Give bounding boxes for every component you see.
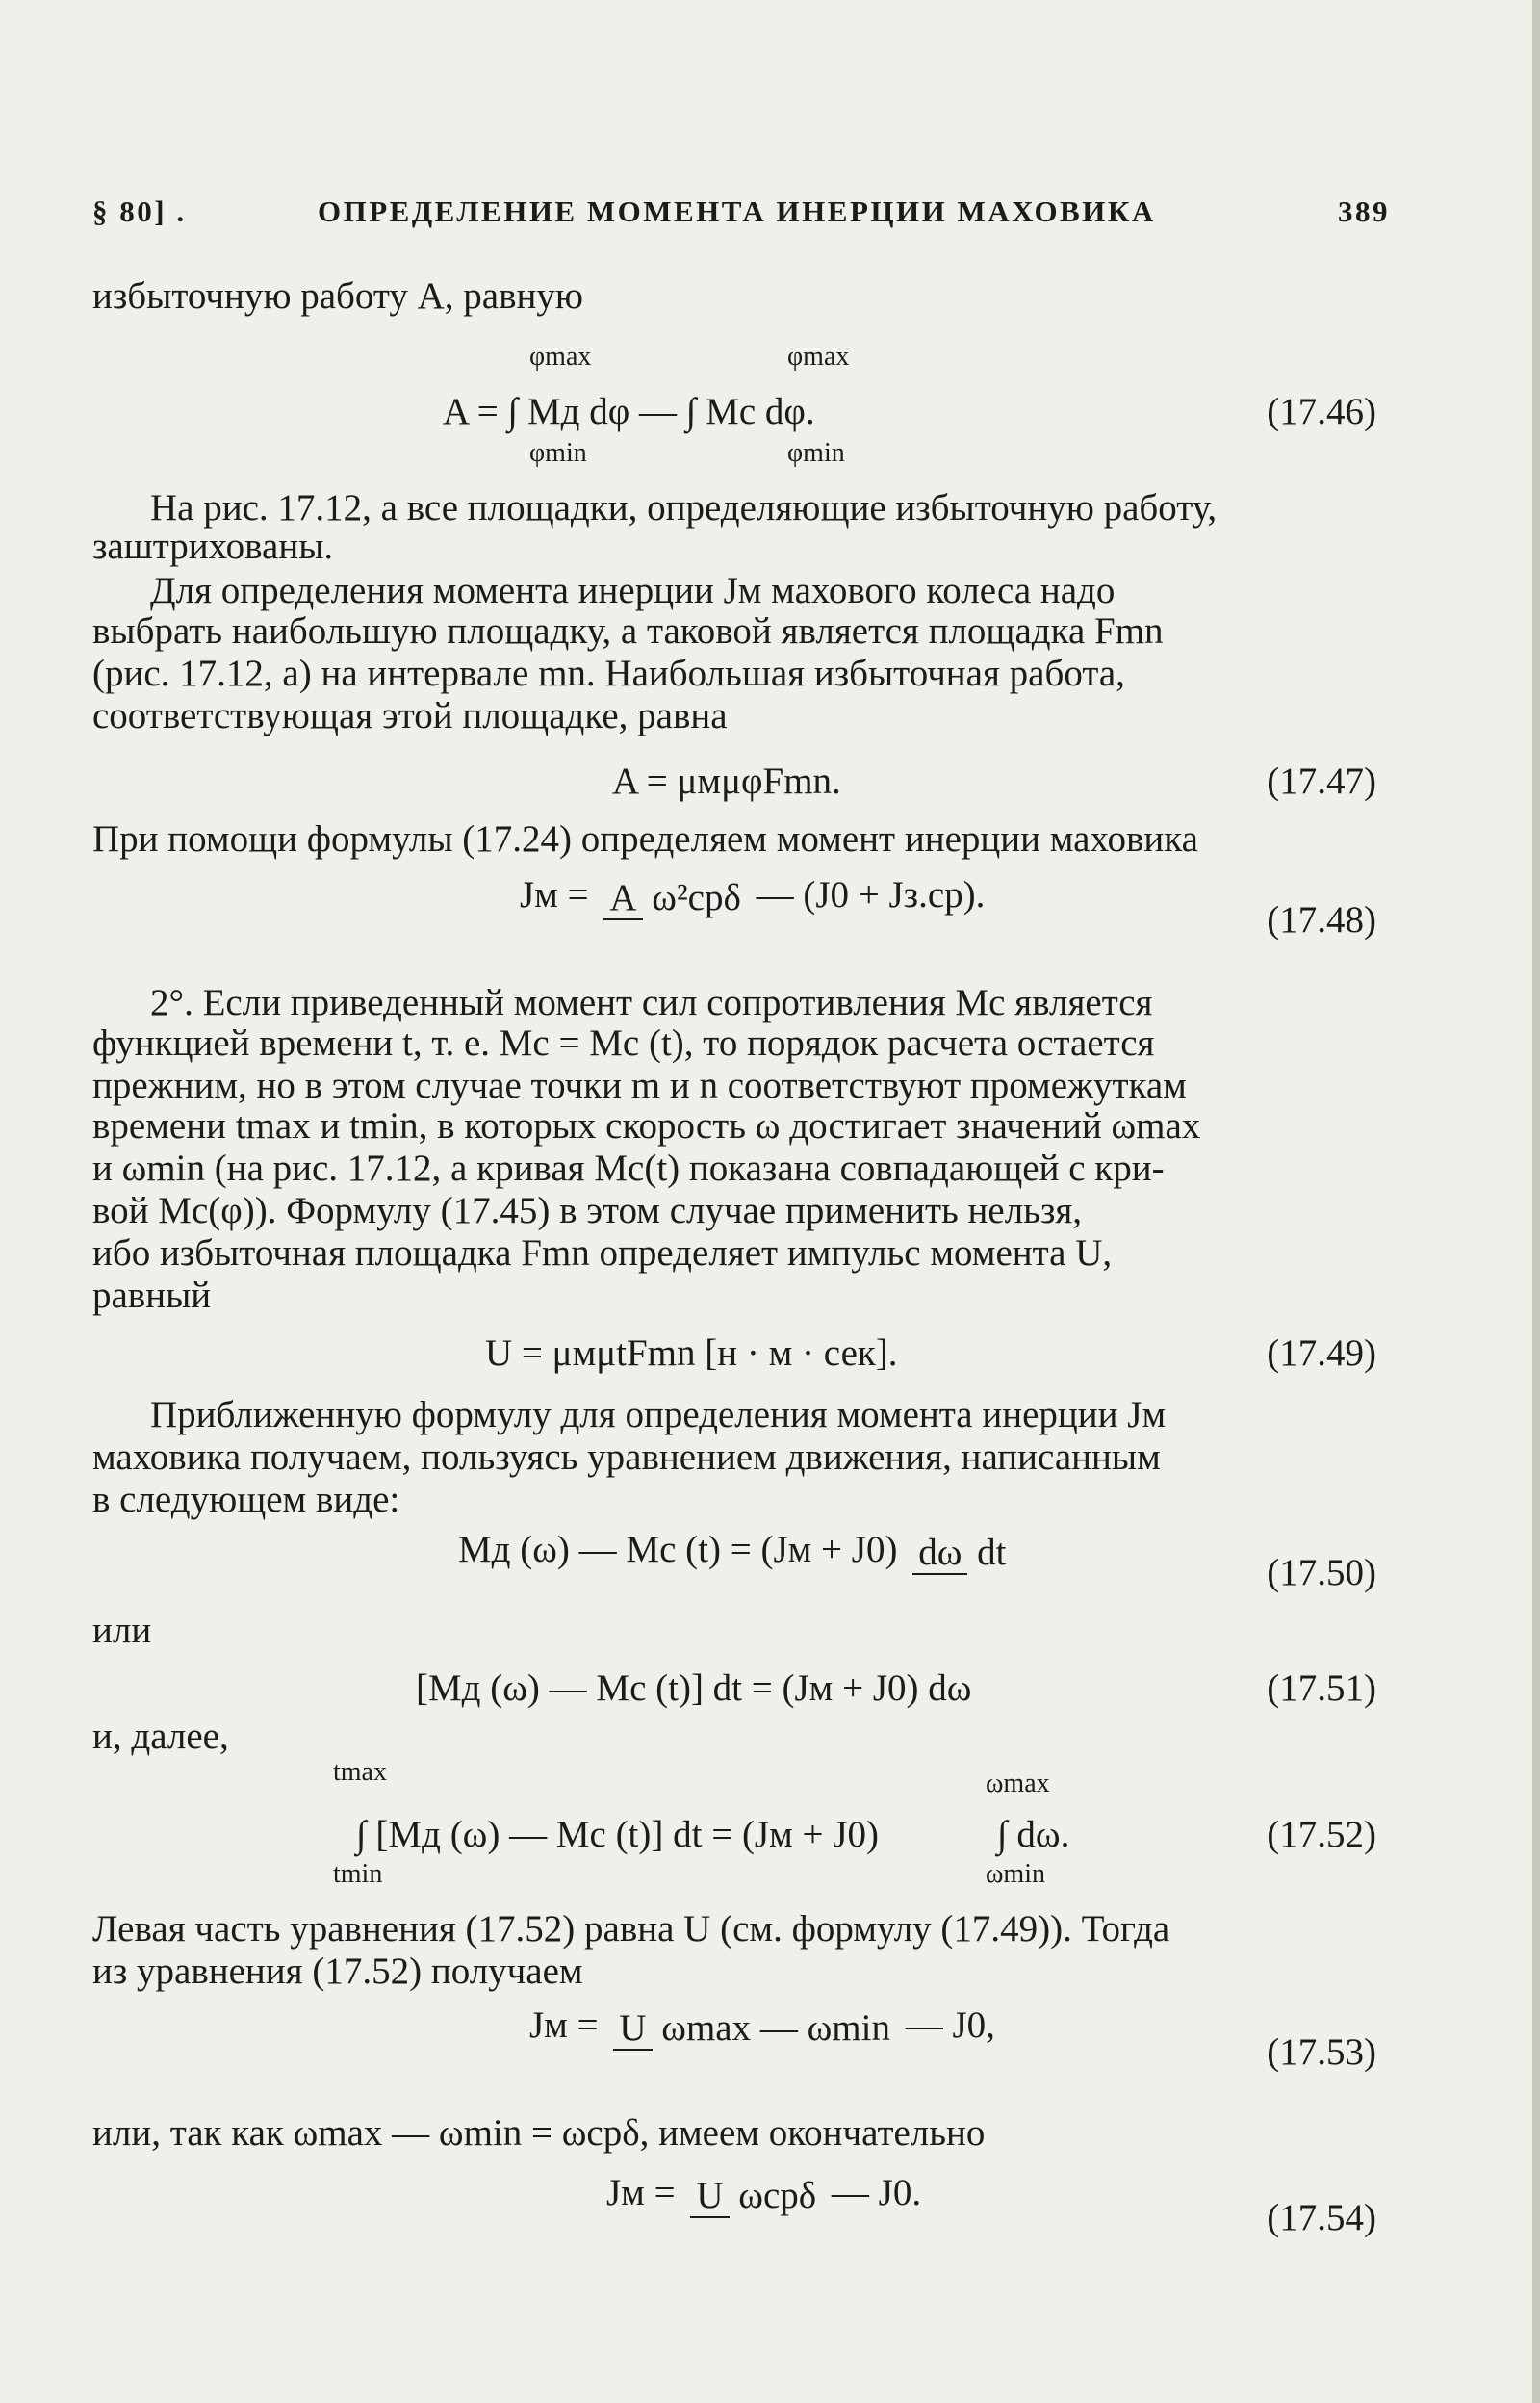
equation-number: (17.54): [1267, 2197, 1376, 2238]
text-line: Левая часть уравнения (17.52) равна U (см. формулу (17.49)). Тогда: [92, 1908, 1170, 1950]
equation-rhs: — J0,: [905, 2004, 995, 2046]
equation-number: (17.52): [1267, 1814, 1376, 1855]
equation-number: (17.50): [1267, 1552, 1376, 1593]
text-line: или, так как ωmax — ωmin = ωсрδ, имеем окончательно: [92, 2112, 986, 2154]
text-line: из уравнения (17.52) получаем: [92, 1951, 583, 1992]
limit-lower: φmin: [787, 438, 845, 468]
equation-lhs: Jм =: [606, 2172, 676, 2213]
fraction-denominator: ω²срδ: [652, 877, 741, 919]
fraction: [690, 2173, 816, 2219]
text-line: Для определения момента инерции Jм махового колеса надо: [150, 570, 1116, 611]
limit-upper: tmax: [333, 1757, 387, 1787]
text-line: При помощи формулы (17.24) определяем момент инерции маховика: [92, 818, 1198, 860]
limit-upper: φmax: [787, 342, 850, 372]
text-line: Приближенную формулу для определения момента инерции Jм: [150, 1394, 1167, 1435]
section-mark: § 80] .: [92, 194, 187, 228]
fraction-numerator: U: [690, 2175, 729, 2218]
limit-upper: ωmax: [986, 1769, 1050, 1798]
page-number: 389: [1338, 194, 1390, 228]
equation-body: ∫ dω.: [997, 1814, 1070, 1855]
fraction-numerator: U: [613, 2007, 652, 2051]
equation-lhs: Mд (ω) — Mс (t) = (Jм + J0): [458, 1529, 898, 1570]
text-line: соответствующая этой площадке, равна: [92, 695, 728, 736]
running-title: ОПРЕДЕЛЕНИЕ МОМЕНТА ИНЕРЦИИ МАХОВИКА: [318, 194, 1156, 228]
text-line: равный: [92, 1275, 212, 1316]
equation-number: (17.48): [1267, 899, 1376, 941]
text-line: На рис. 17.12, а все площадки, определяющие избыточную работу,: [150, 487, 1218, 529]
equation-number: (17.47): [1267, 761, 1376, 802]
limit-lower: ωmin: [986, 1859, 1045, 1889]
equation-rhs: — (J0 + Jз.ср).: [756, 874, 986, 916]
limit-lower: φmin: [529, 438, 587, 468]
equation-lhs: Jм =: [529, 2004, 599, 2046]
equation-body: A = μмμφFmn.: [612, 761, 841, 802]
text-line: ибо избыточная площадка Fmn определяет импульс момента U,: [92, 1232, 1113, 1274]
fraction-denominator: ωсрδ: [738, 2175, 817, 2217]
text-line: и, далее,: [92, 1716, 229, 1757]
text-line: функцией времени t, т. е. Mс = Mс (t), то порядок расчета остается: [92, 1022, 1155, 1064]
equation-body: ∫ [Mд (ω) — Mс (t)] dt = (Jм + J0): [356, 1814, 879, 1855]
text-line: и ωmin (на рис. 17.12, а кривая Mс(t) показана совпадающей с кри-: [92, 1148, 1165, 1189]
text-line: времени tmax и tmin, в которых скорость ω достигает значений ωmax: [92, 1105, 1201, 1147]
equation-body: U = μмμtFmn [н · м · сек].: [485, 1332, 898, 1374]
equation-body: A = ∫ Mд dφ — ∫ Mс dφ.: [443, 391, 815, 432]
text-line: маховика получаем, пользуясь уравнением движения, написанным: [92, 1436, 1161, 1478]
page-edge: [1532, 0, 1540, 2403]
text-line: вой Mс(φ)). Формулу (17.45) в этом случае применить нельзя,: [92, 1190, 1083, 1231]
equation-body: [529, 2002, 995, 2052]
equation-body: [606, 2170, 921, 2219]
equation-number: (17.49): [1267, 1332, 1376, 1374]
text-line: 2°. Если приведенный момент сил сопротивления Mс является: [150, 982, 1153, 1023]
text-line: в следующем виде:: [92, 1479, 400, 1520]
equation-lhs: Jм =: [520, 874, 589, 916]
text-line: (рис. 17.12, а) на интервале mn. Наибольшая избыточная работа,: [92, 653, 1125, 694]
text-line: или: [92, 1610, 152, 1651]
fraction-denominator: ωmax — ωmin: [661, 2007, 890, 2050]
text-line: заштрихованы.: [92, 526, 334, 567]
limit-upper: φmax: [529, 342, 592, 372]
text-line: избыточную работу A, равную: [92, 275, 584, 317]
text-line: выбрать наибольшую площадку, а таковой является площадка Fmn: [92, 610, 1164, 652]
equation-number: (17.51): [1267, 1667, 1376, 1709]
equation-body: [520, 872, 985, 921]
equation-number: (17.46): [1267, 391, 1376, 432]
limit-lower: tmin: [333, 1859, 383, 1889]
fraction-denominator: dt: [977, 1532, 1007, 1574]
equation-number: (17.53): [1267, 2031, 1376, 2073]
equation-rhs: — J0.: [831, 2172, 922, 2213]
equation-body: [Mд (ω) — Mс (t)] dt = (Jм + J0) dω: [416, 1667, 972, 1709]
fraction: [613, 2005, 890, 2052]
fraction: [912, 1530, 1006, 1576]
fraction: [603, 875, 740, 921]
equation-body: [458, 1527, 1012, 1576]
text-line: прежним, но в этом случае точки m и n соответствуют промежуткам: [92, 1065, 1187, 1106]
fraction-numerator: dω: [912, 1532, 967, 1575]
fraction-numerator: A: [603, 877, 642, 920]
